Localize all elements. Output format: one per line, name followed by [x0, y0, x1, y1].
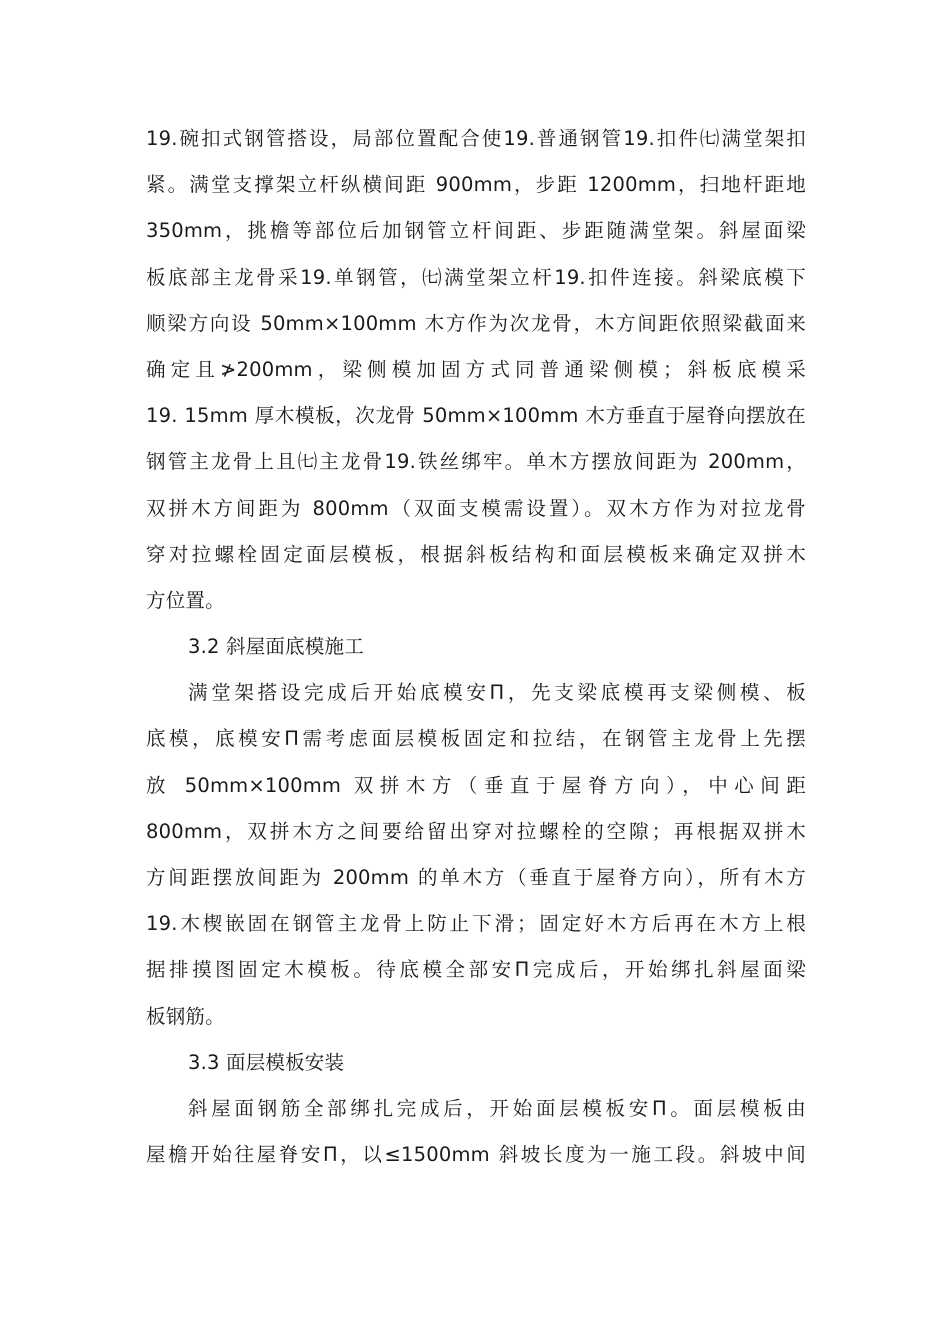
section-heading-3-3: 3.3 面层模板安装 — [188, 1050, 345, 1074]
text-line: 屋檐开始往屋脊安Π，以≤1500mm 斜坡长度为一施工段。斜坡中间 — [146, 1143, 806, 1167]
text-line: 方间距摆放间距为 200mm 的单木方（垂直于屋脊方向），所有木方 — [146, 866, 806, 889]
text-line: 19.木楔嵌固在钢管主龙骨上防止下滑；固定好木方后再在木方上根 — [146, 912, 806, 936]
document-page — [146, 116, 806, 1178]
text-line: 穿对拉螺栓固定面层模板，根据斜板结构和面层模板来确定双拼木 — [146, 542, 806, 566]
text-line: 350mm，挑檐等部位后加钢管立杆间距、步距随满堂架。斜屋面梁 — [146, 219, 806, 243]
text-line: 19. 15mm 厚木模板，次龙骨 50mm×100mm 木方垂直于屋脊向摆放在 — [146, 404, 806, 428]
text-line: 放 50mm×100mm 双拼木方（垂直于屋脊方向），中心间距 — [146, 773, 806, 797]
text-line: 钢管主龙骨上且㈦主龙骨19.铁丝绑牢。单木方摆放间距为 200mm， — [146, 450, 806, 474]
text-line: 双拼木方间距为 800mm（双面支模需设置）。双木方作为对拉龙骨 — [146, 496, 806, 520]
text-line: 确定且≯200mm，梁侧模加固方式同普通梁侧模；斜板底模采 — [146, 357, 806, 381]
paragraph-bottom-formwork — [146, 670, 806, 1040]
text-line: 顺梁方向设 50mm×100mm 木方作为次龙骨，木方间距依照梁截面来 — [146, 311, 806, 335]
text-line: 据排摸图固定木模板。待底模全部安Π完成后，开始绑扎斜屋面梁 — [146, 958, 806, 982]
text-line: 板钢筋。 — [146, 1004, 225, 1028]
paragraph-surface-formwork — [146, 1086, 806, 1178]
text-line: 满堂架搭设完成后开始底模安Π，先支梁底模再支梁侧模、板 — [188, 681, 806, 705]
section-heading-3-2: 3.2 斜屋面底模施工 — [188, 635, 364, 659]
text-line: 紧。满堂支撑架立杆纵横间距 900mm，步距 1200mm，扫地杆距地 — [146, 173, 806, 197]
paragraph-formwork-support — [146, 116, 806, 624]
text-line: 方位置。 — [146, 588, 225, 612]
text-line: 板底部主龙骨采19.单钢管，㈦满堂架立杆19.扣件连接。斜梁底模下 — [146, 265, 806, 289]
text-line: 800mm，双拼木方之间要给留出穿对拉螺栓的空隙；再根据双拼木 — [146, 819, 806, 843]
text-line: 斜屋面钢筋全部绑扎完成后，开始面层模板安Π。面层模板由 — [188, 1096, 806, 1120]
text-line: 19.碗扣式钢管搭设，局部位置配合使19.普通钢管19.扣件㈦满堂架扣 — [146, 127, 806, 150]
text-line: 底模，底模安Π需考虑面层模板固定和拉结，在钢管主龙骨上先摆 — [146, 727, 806, 751]
